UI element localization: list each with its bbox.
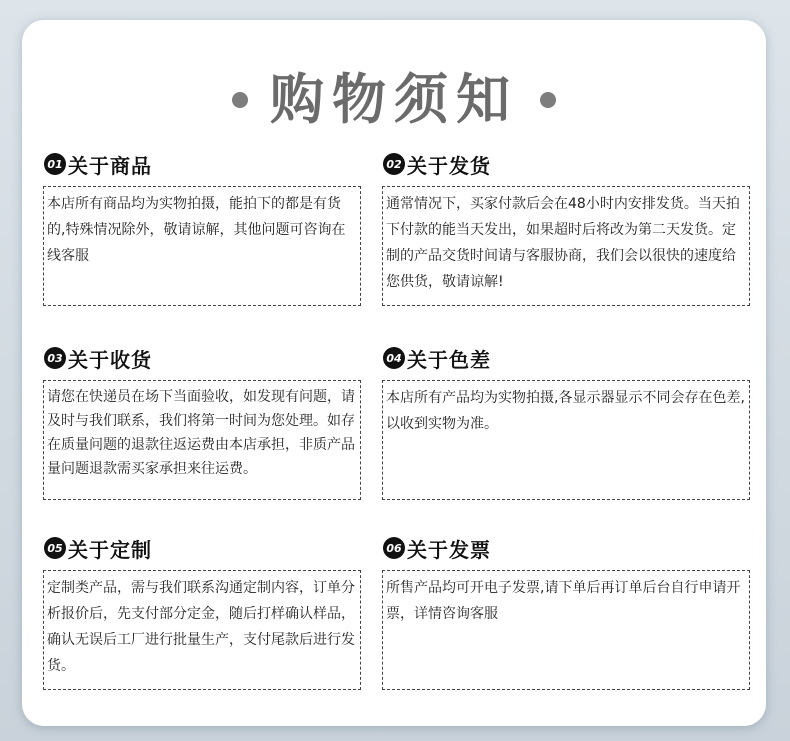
section-text-box <box>43 570 361 690</box>
section-title: 关于商品 <box>68 153 152 178</box>
number-badge-icon: 06 <box>383 537 405 559</box>
section-title: 关于发货 <box>407 153 491 178</box>
section-text-box <box>382 570 750 690</box>
section-invoice <box>383 534 491 562</box>
section-receiving <box>44 344 152 372</box>
section-title: 关于色差 <box>407 347 491 372</box>
section-color-difference <box>383 344 491 372</box>
number-badge-icon: 01 <box>44 153 66 175</box>
section-customization <box>44 534 152 562</box>
page-title: 购物须知 <box>270 68 518 131</box>
title-row <box>22 68 766 132</box>
section-products <box>44 150 152 178</box>
section-text-box <box>43 380 361 500</box>
section-text: 所售产品均可开电子发票,请下单后再订单后台自行申请开票，详情咨询客服 <box>386 580 741 622</box>
section-title: 关于发票 <box>407 537 491 562</box>
section-text-box <box>382 380 750 500</box>
section-text-box <box>382 186 750 306</box>
section-text: 定制类产品，需与我们联系沟通定制内容，订单分析报价后，先支付部分定金，随后打样确认样品，确认无误后工厂进行批量生产，支付尾款后进行发货。 <box>47 580 355 674</box>
section-text: 通常情况下，买家付款后会在48小时内安排发货。当天拍下付款的能当天发出，如果超时后将改为第二天发货。定制的产品交货时间请与客服协商，我们会以很快的速度给您供货，敬请谅解! <box>386 196 740 290</box>
number-badge-icon: 03 <box>44 347 66 369</box>
section-text: 请您在快递员在场下当面验收，如发现有问题，请及时与我们联系，我们将第一时间为您处理。如存在质量问题的退款往返运费由本店承担，非质产品量问题退款需买家承担来往运费。 <box>47 389 355 477</box>
section-title: 关于收货 <box>68 347 152 372</box>
bullet-dot-icon <box>232 92 248 108</box>
section-title: 关于定制 <box>68 537 152 562</box>
number-badge-icon: 05 <box>44 537 66 559</box>
bullet-dot-icon <box>540 92 556 108</box>
number-badge-icon: 02 <box>383 153 405 175</box>
section-text-box <box>43 186 361 306</box>
section-text: 本店所有产品均为实物拍摄,各显示器显示不同会存在色差,以收到实物为准。 <box>386 390 745 432</box>
section-shipping <box>383 150 491 178</box>
number-badge-icon: 04 <box>383 347 405 369</box>
section-text: 本店所有商品均为实物拍摄，能拍下的都是有货的,特殊情况除外，敬请谅解，其他问题可咨询在线客服 <box>47 196 346 264</box>
